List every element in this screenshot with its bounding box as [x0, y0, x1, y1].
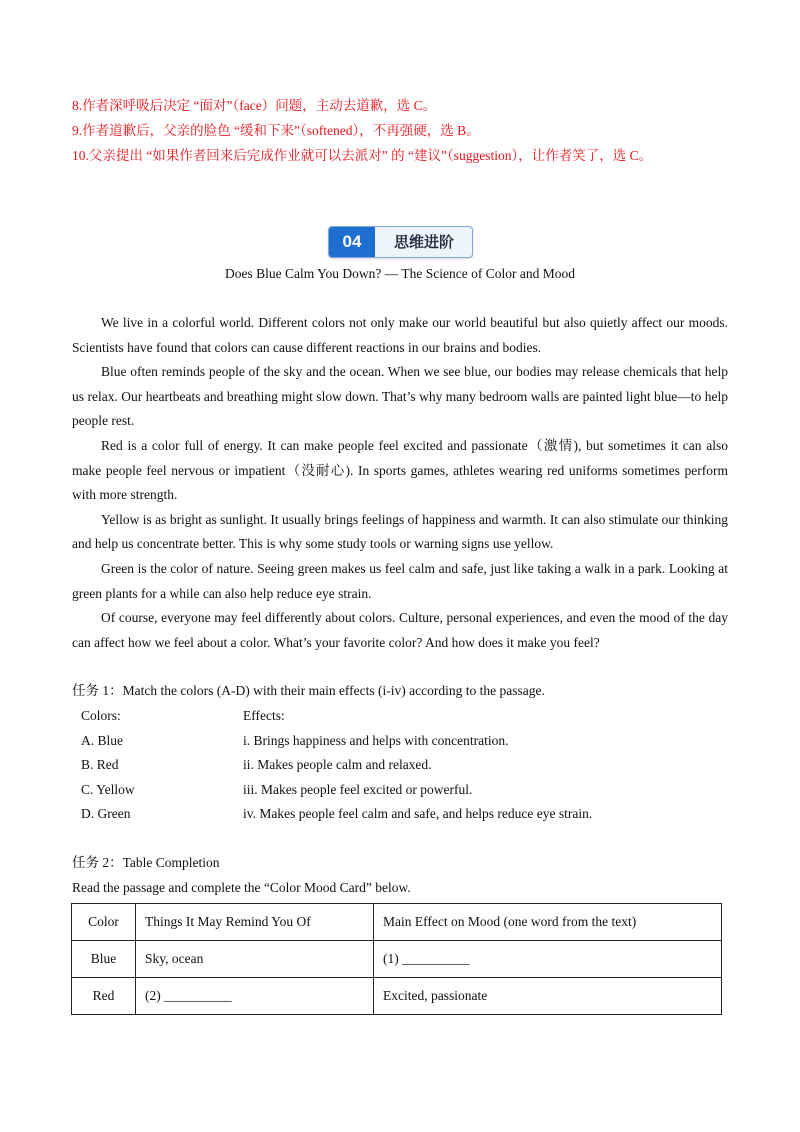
answer-explanations — [72, 93, 730, 168]
task1-heading: 任务 1：Match the colors (A-D) with their main effects (i-iv) according to the passage. — [72, 683, 545, 698]
paragraph: Blue often reminds people of the sky and the ocean. When we see blue, our bodies may release chemicals that help us relax. Our heartbeats and breathing might slow down. That’s why many bedroom walls are painted light blue—to help people rest. — [72, 364, 728, 429]
color-option: D. Green — [81, 806, 131, 822]
section-badge — [328, 226, 473, 258]
paragraph: Red is a color full of energy. It can make people feel excited and passionate（激情), but sometimes it can also make people feel nervous or impatient（没耐心). In sports games, athletes wearing red uniforms sometimes perform with more strength. — [72, 437, 728, 503]
task2-heading: 任务 2：Table Completion — [72, 855, 220, 870]
effect-option: iv. Makes people feel calm and safe, and helps reduce eye strain. — [243, 806, 593, 822]
article-title: Does Blue Calm You Down? — The Science of Color and Mood — [225, 266, 575, 281]
table-header-cell: Color — [72, 904, 136, 941]
table-cell: Excited, passionate — [374, 978, 722, 1015]
answer-9: 9.作者道歉后，父亲的脸色 “缓和下来”（softened），不再强硬，选 B。 — [72, 123, 480, 138]
table-header-row — [72, 904, 722, 941]
color-option: A. Blue — [81, 732, 123, 748]
color-option: C. Yellow — [81, 781, 135, 797]
match-row — [81, 729, 721, 754]
section-number: 04 — [329, 227, 375, 257]
color-mood-table — [71, 903, 722, 1015]
matching-grid — [81, 704, 721, 827]
answer-8: 8.作者深呼吸后决定 “面对”（face）问题，主动去道歉，选 C。 — [72, 98, 437, 113]
table-header-cell: Main Effect on Mood (one word from the text) — [374, 904, 722, 941]
match-row — [81, 753, 721, 778]
paragraph: Yellow is as bright as sunlight. It usually brings feelings of happiness and warmth. It can also stimulate our thinking and help us concentrate better. This is why some study tools or warning signs use yellow. — [72, 511, 728, 552]
effect-option: i. Brings happiness and helps with concentration. — [243, 732, 509, 748]
article-body — [72, 311, 728, 655]
task2-instruction: Read the passage and complete the “Color Mood Card” below. — [72, 880, 411, 895]
paragraph: We live in a colorful world. Different colors not only make our world beautiful but also quietly affect our moods. Scientists have found that colors can cause different reactions in our brains and bodies. — [72, 315, 728, 355]
colors-label: Colors: — [81, 708, 121, 723]
match-row — [81, 778, 721, 803]
effect-option: ii. Makes people calm and relaxed. — [243, 757, 432, 773]
table-row — [72, 978, 722, 1015]
effect-option: iii. Makes people feel excited or powerful. — [243, 781, 473, 797]
color-option: B. Red — [81, 757, 119, 773]
table-cell: Sky, ocean — [136, 941, 374, 978]
blank-answer-1: (1) __________ — [374, 941, 722, 978]
blank-answer-2: (2) __________ — [136, 978, 374, 1015]
table-header-cell: Things It May Remind You Of — [136, 904, 374, 941]
section-title: 思维进阶 — [393, 233, 454, 251]
effects-label: Effects: — [243, 708, 285, 723]
table-cell: Blue — [72, 941, 136, 978]
table-row — [72, 941, 722, 978]
paragraph: Green is the color of nature. Seeing green makes us feel calm and safe, just like taking a walk in a park. Looking at green plants for a while can also help reduce eye strain. — [72, 560, 728, 601]
match-row — [81, 802, 721, 827]
table-cell: Red — [72, 978, 136, 1015]
match-header-row — [81, 704, 721, 729]
paragraph: Of course, everyone may feel differently about colors. Culture, personal experiences, and even the mood of the day can affect how we feel about a color. What’s your favorite color? And how does it make you feel? — [72, 610, 728, 650]
answer-10: 10.父亲提出 “如果作者回来后完成作业就可以去派对” 的 “建议”（suggestion），让作者笑了，选 C。 — [72, 148, 653, 163]
